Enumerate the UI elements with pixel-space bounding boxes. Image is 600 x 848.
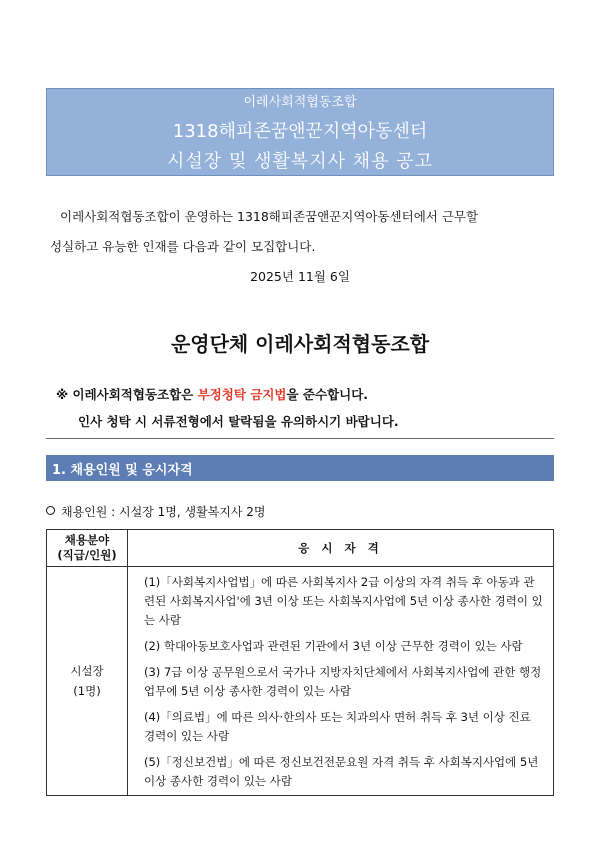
qualification-item: (4)「의료법」에 따른 의사·한의사 또는 치과의사 면허 취득 후 3년 이상 진료 경력이 있는 사람 [144,710,531,743]
qualification-item: (5)「정신보건법」에 따른 정신보건전문요원 자격 취득 후 사회복지사업에 5년 이상 종사한 경력이 있는 사람 [144,755,539,788]
header-field-line1: 채용분야 [64,533,110,547]
qualification-cell [128,567,554,796]
intro-line-2: 성실하고 유능한 인재를 다음과 같이 모집합니다. [50,239,316,254]
notice-suffix: 을 준수합니다. [286,387,369,402]
circle-bullet-icon [46,506,55,515]
qualification-item: (2) 학대아동보호사업과 관련된 기관에서 3년 이상 근무한 경력이 있는 사람 [144,639,523,653]
operating-organization: 운영단체 이레사회적협동조합 [170,332,430,356]
header-field-line2: (직급/인원) [57,548,117,562]
divider [46,438,554,439]
notice-highlight: 부정청탁 금지법 [197,387,287,402]
notice-line-2: 인사 청탁 시 서류전형에서 탈락됨을 유의하시기 바랍니다. [78,414,399,429]
requirements-table [46,529,554,796]
header-field [47,530,128,567]
recruit-line [46,503,266,520]
qualification-item: (1)「사회복지사업법」에 따른 사회복지사 2급 이상의 자격 취득 후 아동과 관련된 사회복지사업'에 3년 이상 또는 사회복지사업에 5년 이상 종사한 경력이 있는 사람 [144,575,543,627]
header-qualification-label: 응 시 자 격 [298,541,383,555]
notice-prefix: ※ 이레사회적협동조합은 [56,387,198,402]
qualification-item: (3) 7급 이상 공무원으로서 국가나 지방자치단체에서 사회복지사업에 관한 행정업무에 5년 이상 종사한 경력이 있는 사람 [144,665,542,698]
notice-line-1 [56,385,368,403]
intro-line-1: 이레사회적협동조합이 운영하는 1318해피존꿈앤꾼지역아동센터에서 근무할 [60,209,479,224]
title-banner [46,88,554,176]
announcement-date: 2025년 11월 6일 [250,269,350,284]
table-header-row [47,530,554,567]
banner-title-center: 1318해피존꿈앤꾼지역아동센터 [172,121,428,142]
table-row [47,567,554,796]
banner-title-position: 시설장 및 생활복지사 채용 공고 [167,151,433,172]
section-heading [46,455,554,481]
role-name: 시설장 [70,664,104,678]
header-qualification [128,530,554,567]
role-count: (1명) [73,684,101,698]
role-cell [47,567,128,796]
section-title: 1. 채용인원 및 응시자격 [52,463,193,478]
banner-org: 이레사회적협동조합 [243,95,357,110]
recruit-text: 채용인원 : 시설장 1명, 생활복지사 2명 [61,505,266,519]
